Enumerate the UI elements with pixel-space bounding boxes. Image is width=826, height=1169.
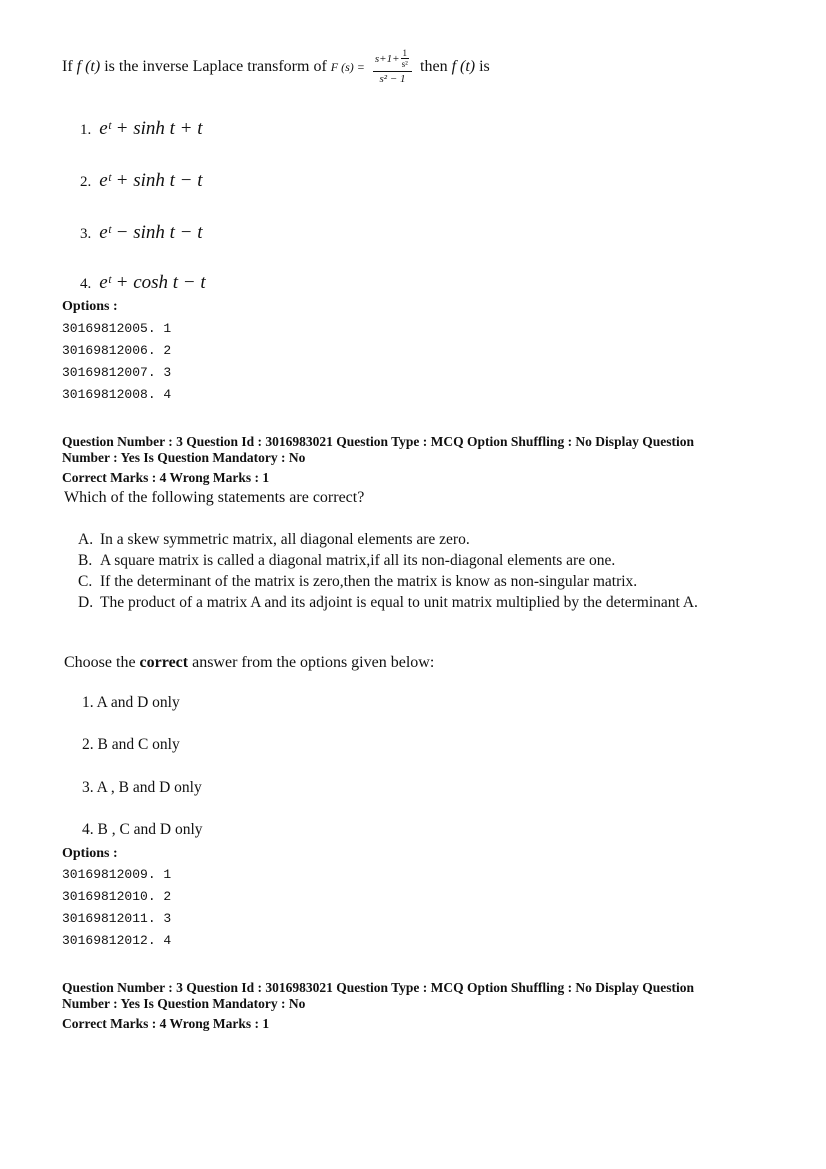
statement-c: C. If the determinant of the matrix is zero,then the matrix is know as non-singular matrix. bbox=[78, 573, 638, 590]
q1-choice-1: 1. eᵗ + sinh t + t bbox=[80, 118, 203, 139]
q2-meta: Question Number : 3 Question Id : 3016983021 Question Type : MCQ Option Shuffling : No Display Question Number : Yes Is Question Mandatory : No Correct Marks : 4 Wrong Marks : 1 bbox=[62, 434, 694, 485]
q1-option-id-3: 30169812007. 3 bbox=[62, 365, 172, 380]
q1-options-label: Options : bbox=[62, 299, 118, 314]
statement-a: A. In a skew symmetric matrix, all diagonal elements are zero. bbox=[78, 531, 470, 548]
q2-statements bbox=[78, 529, 758, 613]
q1-option-id-4: 30169812008. 4 bbox=[62, 387, 172, 402]
q1-choice-3: 3. eᵗ − sinh t − t bbox=[80, 222, 203, 243]
q2-option-id-2: 30169812010. 2 bbox=[62, 889, 172, 904]
q1-stem: If f (t) is the inverse Laplace transform of F (s) = s+1+ $\frac{1}{\text{s²}}$ s² − 1 then f (t) is bbox=[62, 48, 490, 86]
q2-stem: Which of the following statements are correct? bbox=[64, 489, 365, 506]
q2-choice-1: 1. A and D only bbox=[82, 694, 180, 711]
statement-d: D. The product of a matrix A and its adjoint is equal to unit matrix multiplied by the determinant A. bbox=[78, 594, 698, 611]
q1-fraction: s+1+ $\frac{1}{\text{s²}}$ s² − 1 bbox=[373, 48, 412, 86]
q1-choice-4: 4. eᵗ + cosh t − t bbox=[80, 272, 206, 293]
q2-choice-2: 2. B and C only bbox=[82, 736, 180, 753]
q3-meta: Question Number : 3 Question Id : 3016983021 Question Type : MCQ Option Shuffling : No Display Question Number : Yes Is Question Mandatory : No Correct Marks : 4 Wrong Marks : 1 bbox=[62, 980, 694, 1031]
q1-option-id-1: 30169812005. 1 bbox=[62, 321, 172, 336]
q2-options-label: Options : bbox=[62, 846, 118, 861]
q2-option-id-3: 30169812011. 3 bbox=[62, 911, 172, 926]
q2-choose-instruction: Choose the correct answer from the options given below: bbox=[64, 654, 435, 671]
q1-choice-2: 2. eᵗ + sinh t − t bbox=[80, 170, 203, 191]
q2-option-id-1: 30169812009. 1 bbox=[62, 867, 172, 882]
q1-option-id-2: 30169812006. 2 bbox=[62, 343, 172, 358]
q2-choice-4: 4. B , C and D only bbox=[82, 821, 203, 838]
q2-option-id-4: 30169812012. 4 bbox=[62, 933, 172, 948]
statement-b: B. A square matrix is called a diagonal matrix,if all its non-diagonal elements are one. bbox=[78, 552, 616, 569]
q2-choice-3: 3. A , B and D only bbox=[82, 779, 202, 796]
